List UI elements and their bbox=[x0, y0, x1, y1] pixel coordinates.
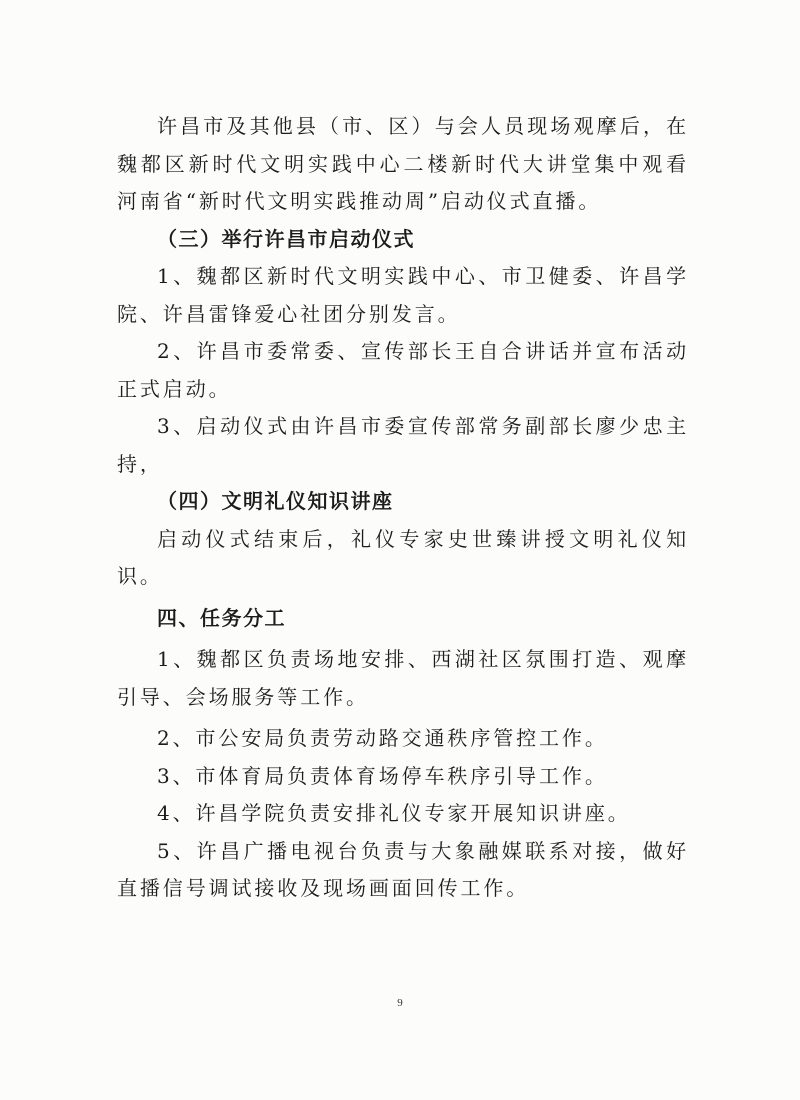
paragraph-task-university: 4、许昌学院负责安排礼仪专家开展知识讲座。 bbox=[157, 801, 631, 825]
heading-task-division: 四、任务分工 bbox=[157, 605, 286, 630]
heading-launch-ceremony: （三）举行许昌市启动仪式 bbox=[157, 226, 415, 251]
document-body bbox=[117, 108, 689, 908]
paragraph-lecture: 启动仪式结束后，礼仪专家史世臻讲授文明礼仪知识。 bbox=[117, 526, 689, 588]
paragraph-task-weidu: 1、魏都区负责场地安排、西湖社区氛围打造、观摩引导、会场服务等工作。 bbox=[117, 647, 689, 709]
paragraph-task-police: 2、市公安局负责劳动路交通秩序管控工作。 bbox=[157, 726, 608, 750]
paragraph-task-sports: 3、市体育局负责体育场停车秩序引导工作。 bbox=[157, 763, 608, 788]
heading-etiquette-lecture: （四）文明礼仪知识讲座 bbox=[157, 489, 394, 513]
paragraph-live-broadcast: 许昌市及其他县（市、区）与会人员现场观摩后，在魏都区新时代文明实践中心二楼新时代大讲堂集中观看河南省“新时代文明实践推动周”启动仪式直播。 bbox=[117, 114, 689, 213]
paragraph-official-launch: 2、许昌市委常委、宣传部长王自合讲话并宣布活动正式启动。 bbox=[117, 339, 689, 401]
page-number: 9 bbox=[397, 997, 403, 1009]
paragraph-speeches: 1、魏都区新时代文明实践中心、市卫健委、许昌学院、许昌雷锋爱心社团分别发言。 bbox=[117, 264, 689, 326]
paragraph-task-tv: 5、许昌广播电视台负责与大象融媒联系对接，做好直播信号调试接收及现场画面回传工作。 bbox=[117, 838, 689, 900]
paragraph-host: 3、启动仪式由许昌市委宣传部常务副部长廖少忠主持， bbox=[117, 414, 689, 476]
